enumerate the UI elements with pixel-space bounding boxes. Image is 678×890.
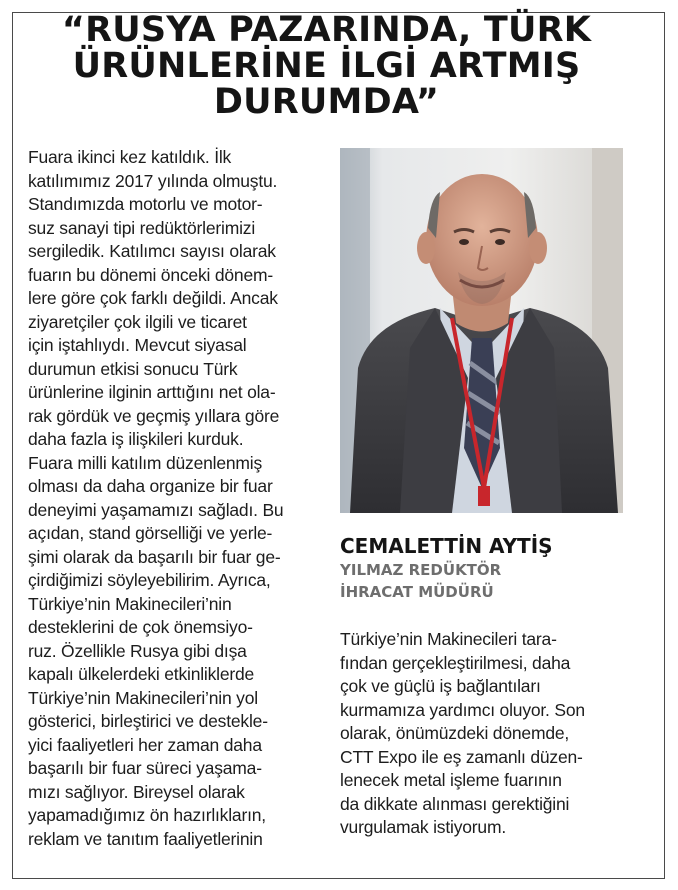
body-text-line: Fuara milli katılım düzenlenmiş <box>28 452 263 473</box>
person-role: İHRACAT MÜDÜRÜ <box>340 583 494 601</box>
body-text-line: şimi olarak da başarılı bir fuar ge- <box>28 546 281 567</box>
headline-line: ÜRÜNLERİNE İLGİ ARTMIŞ <box>72 46 581 86</box>
body-text-line: suz sanayi tipi redüktörlerimizi <box>28 217 256 238</box>
body-text-line: Fuara ikinci kez katıldık. İlk <box>28 147 232 167</box>
body-text-line: fından gerçekleştirilmesi, daha <box>340 652 571 673</box>
body-text-line: yapamadığımız ön hazırlıkların, <box>28 805 266 825</box>
body-text-line: Türkiye’nin Makinecileri’nin <box>28 593 232 614</box>
body-text-line: Türkiye’nin Makinecileri tara- <box>340 629 557 649</box>
headline-line: “RUSYA PAZARINDA, TÜRK <box>61 10 592 50</box>
headline-line: DURUMDA” <box>213 82 440 122</box>
body-text-line: gösterici, birleştirici ve destekle- <box>28 711 268 731</box>
body-text-line: lenecek metal işleme fuarının <box>340 770 562 790</box>
body-text-line: daha fazla iş ilişkileri kurduk. <box>28 429 244 449</box>
body-text-line: başarılı bir fuar süreci yaşama- <box>28 758 262 778</box>
body-text-line: sergiledik. Katılımcı sayısı olarak <box>28 241 276 261</box>
body-text-line: reklam ve tanıtım faaliyetlerinin <box>28 828 263 849</box>
body-text-line: açıdan, stand görselliği ve yerle- <box>28 523 273 543</box>
article-body-left <box>28 146 336 851</box>
body-text-line: çok ve güçlü iş bağlantıları <box>340 676 541 696</box>
body-text-line: mızı sağlıyor. Bireysel olarak <box>28 781 245 802</box>
body-text-line: kapalı ülkelerdeki etkinliklerde <box>28 664 255 684</box>
body-text-line: lere göre çok farklı değildi. Ancak <box>28 288 278 308</box>
body-text-line: ziyaretçiler çok ilgili ve ticaret <box>28 311 247 332</box>
body-text-line: da dikkate alınması gerektiğini <box>340 793 570 814</box>
body-text-line: deneyimi yaşamamızı sağladı. Bu <box>28 499 284 520</box>
body-text-line: ürünlerine ilginin arttığını net ola- <box>28 382 276 402</box>
body-text-line: CTT Expo ile eş zamanlı düzen- <box>340 746 583 767</box>
body-text-line: kurmamıza yardımcı oluyor. Son <box>340 699 585 720</box>
body-text-line: Standımızda motorlu ve motor- <box>28 194 263 214</box>
body-text-line: için iştahlıydı. Mevcut siyasal <box>28 335 247 355</box>
person-company: YILMAZ REDÜKTÖR <box>340 561 502 579</box>
article-body-right <box>340 628 640 840</box>
headline <box>14 12 639 120</box>
body-text-line: rak gördük ve geçmiş yıllara göre <box>28 405 280 426</box>
person-name: CEMALETTİN AYTİŞ <box>340 534 553 558</box>
body-text-line: katılımımız 2017 yılında olmuştu. <box>28 170 278 191</box>
body-text-line: yici faaliyetleri her zaman daha <box>28 734 262 755</box>
body-text-line: olarak, önümüzdeki dönemde, <box>340 723 570 743</box>
body-text-line: durumun etkisi sonucu Türk <box>28 358 238 379</box>
body-text-line: fuarın bu dönemi önceki dönem- <box>28 264 273 285</box>
body-text-line: olması da daha organize bir fuar <box>28 476 273 496</box>
body-text-line: Türkiye’nin Makinecileri’nin yol <box>28 687 258 708</box>
body-text-line: desteklerini de çok önemsiyo- <box>28 617 253 637</box>
portrait-photo <box>340 148 623 513</box>
body-text-line: ruz. Özellikle Rusya gibi dışa <box>28 640 247 661</box>
body-text-line: vurgulamak istiyorum. <box>340 817 506 837</box>
body-text-line: çirdiğimizi söyleyebilirim. Ayrıca, <box>28 570 271 590</box>
